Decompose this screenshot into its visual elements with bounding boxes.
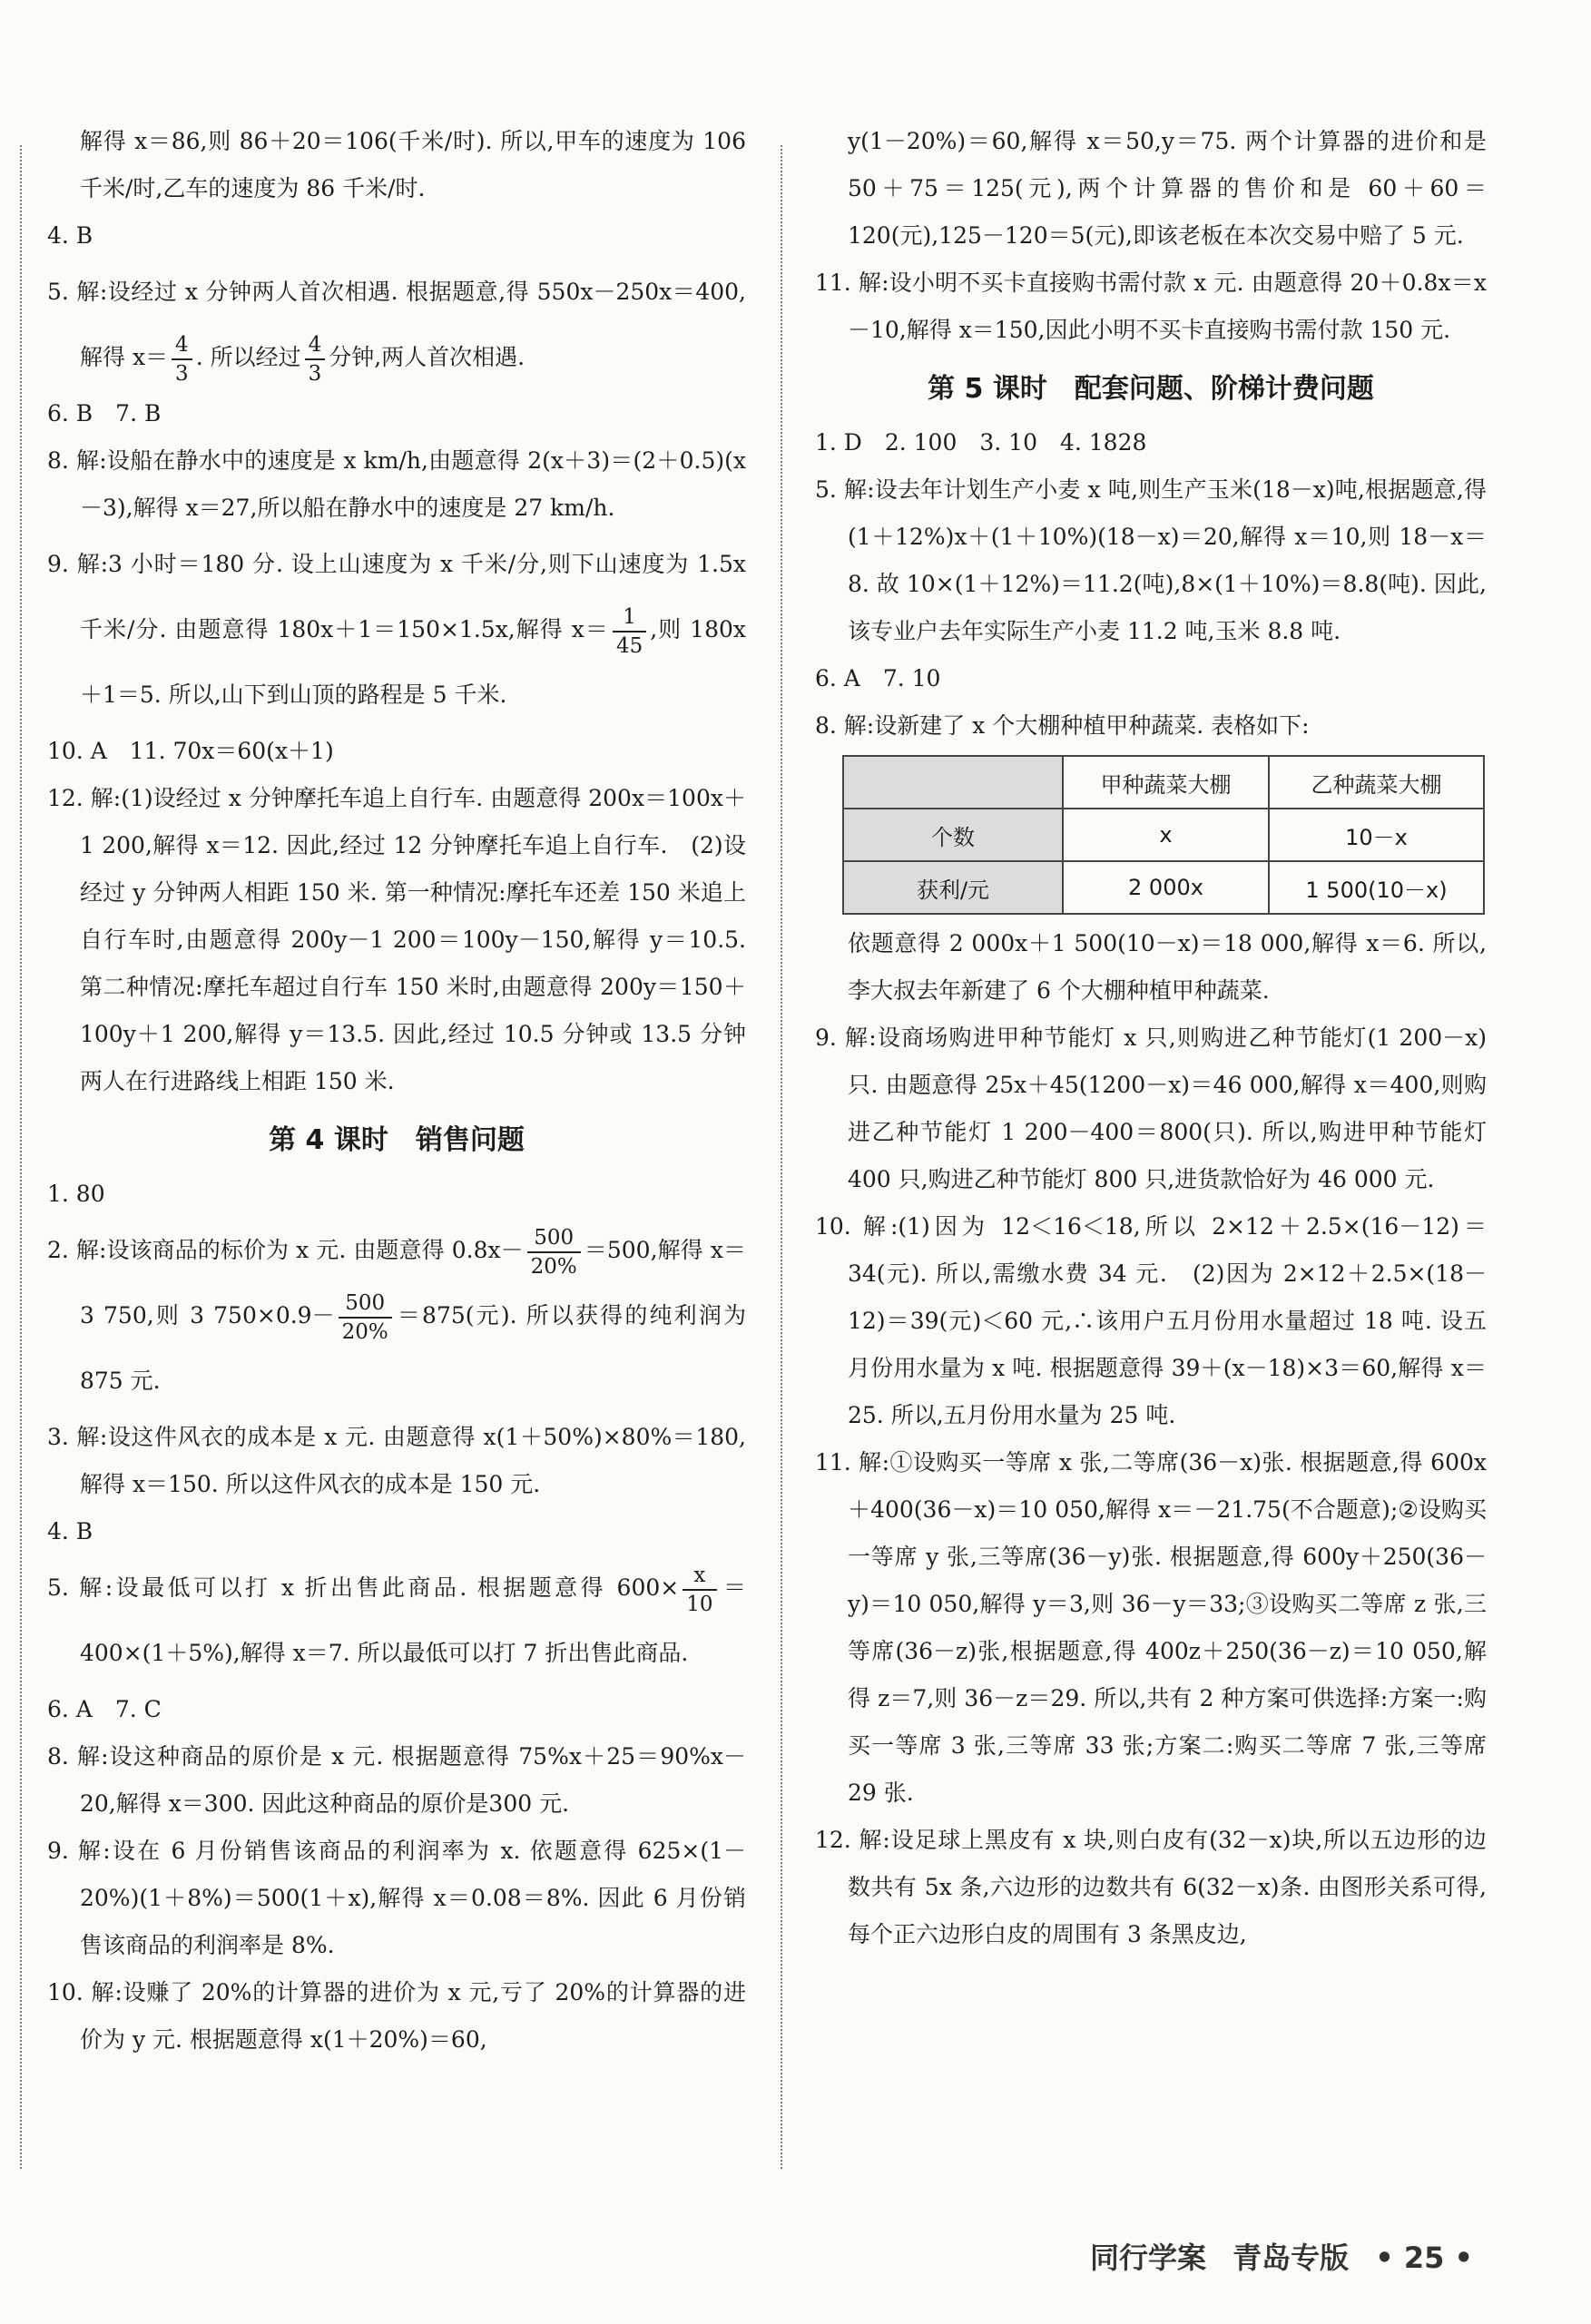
fraction: $\frac{4}{3}$ xyxy=(305,331,326,387)
left-margin-rule xyxy=(20,145,22,2169)
left-column xyxy=(47,118,746,2064)
matching-answer-8: 8. 解:设新建了 x 个大棚种植甲种蔬菜. 表格如下: xyxy=(815,712,1310,739)
fraction: $\frac{500}{20\%}$ xyxy=(527,1224,581,1280)
matching-answers-1-4: 1. D 2. 100 3. 10 4. 1828 xyxy=(815,429,1147,456)
answer-9: 9. 解:3 小时＝180 分. 设上山速度为 x 千米/分,则下山速度为 1.5x 千米/分. 由题意得 180x＋1＝150×1.5x,解得 x＝ $\frac{1}{45}$ ,则 180x＋1＝5. 所以,山下到山顶的路程是 5 千米. xyxy=(47,551,746,708)
sales-answer-1: 1. 80 xyxy=(47,1181,105,1207)
answer-continuation: 解得 x＝86,则 86＋20＝106(千米/时). 所以,甲车的速度为 106 千米/时,乙车的速度为 86 千米/时. xyxy=(80,128,746,201)
fraction: $\frac{500}{20\%}$ xyxy=(339,1289,392,1346)
table-cell: 2 000x xyxy=(1063,861,1269,914)
sales-answer-4: 4. B xyxy=(47,1518,93,1544)
matching-answer-11: 11. 解:①设购买一等席 x 张,二等席(36－x)张. 根据题意,得 600x＋400(36－x)＝10 050,解得 x＝－21.75(不合题意);②设购买一等席 y 张,三等席(36－y)张. 根据题意,得 600y＋250(36－y)＝10 050,解得 y＝3,则 36－y＝33;③设购买二等席 z 张,三等席(36－z)张,根据题意,得 400z＋250(36－z)＝10 050,解得 z＝7,则 36－z＝29. 所以,共有 2 种方案可供选择:方案一:购买一等席 3 张,三等席 33 张;方案二:购买二等席 7 张,三等席 29 张. xyxy=(815,1449,1487,1806)
matching-answer-9: 9. 解:设商场购进甲种节能灯 x 只,则购进乙种节能灯(1 200－x)只. 由题意得 25x＋45(1200－x)＝46 000,解得 x＝400,则购进乙种节能灯 1 200－400＝800(只). 所以,购进甲种节能灯 400 只,购进乙种节能灯 800 只,进货款恰好为 46 000 元. xyxy=(815,1025,1487,1192)
answer-4: 4. B xyxy=(47,222,93,249)
table-cell: 1 500(10－x) xyxy=(1269,861,1484,914)
fraction: $\frac{x}{10}$ xyxy=(683,1562,716,1618)
matching-answer-10: 10. 解:(1)因为 12＜16＜18,所以 2×12＋2.5×(16－12)＝34(元). 所以,需缴水费 34 元. (2)因为 2×12＋2.5×(18－12)＝39(元)＜60 元,∴该用户五月份用水量超过 18 吨. 设五月份用水量为 x 吨. 根据题意得 39＋(x－18)×3＝60,解得 x＝25. 所以,五月份用水量为 25 吨. xyxy=(815,1213,1487,1428)
sales-answer-10-continued: y(1－20%)＝60,解得 x＝50,y＝75. 两个计算器的进价和是 50＋75＝125(元),两个计算器的售价和是 60＋60＝120(元),125－120＝5(元),即该老板在本次交易中赔了 5 元. xyxy=(848,128,1487,249)
table-cell: 乙种蔬菜大棚 xyxy=(1269,756,1484,809)
footer-brand: 同行学案 xyxy=(1089,2241,1206,2275)
sales-answer-11: 11. 解:设小明不买卡直接购书需付款 x 元. 由题意得 20＋0.8x＝x－10,解得 x＝150,因此小明不买卡直接购书需付款 150 元. xyxy=(815,270,1487,343)
matching-answer-6-7: 6. A 7. 10 xyxy=(815,665,941,691)
right-column xyxy=(815,118,1487,1958)
column-divider xyxy=(781,145,782,2169)
table-cell: x xyxy=(1063,809,1269,861)
page-footer xyxy=(1074,2235,1473,2277)
lesson-5-title: 第 5 课时 配套问题、阶梯计费问题 xyxy=(928,373,1374,405)
answer-12: 12. 解:(1)设经过 x 分钟摩托车追上自行车. 由题意得 200x＝100x＋1 200,解得 x＝12. 因此,经过 12 分钟摩托车追上自行车. (2)设经过 y 分钟两人相距 150 米. 第一种情况:摩托车还差 150 米追上自行车时,由题意得 200y－1 200＝100y－150,解得 y＝10.5. 第二种情况:摩托车超过自行车 150 米时,由题意得 200y＝150＋100y＋1 200,解得 y＝13.5. 因此,经过 10.5 分钟或 13.5 分钟两人在行进路线上相距 150 米. xyxy=(47,785,746,1094)
sales-answer-6-7: 6. A 7. C xyxy=(47,1696,162,1722)
fraction: $\frac{4}{3}$ xyxy=(172,331,192,387)
sales-answer-8: 8. 解:设这种商品的原价是 x 元. 根据题意得 75%x＋25＝90%x－20,解得 x＝300. 因此这种商品的原价是300 元. xyxy=(47,1743,746,1817)
answer-8: 8. 解:设船在静水中的速度是 x km/h,由题意得 2(x＋3)＝(2＋0.5)(x－3),解得 x＝27,所以船在静水中的速度是 27 km/h. xyxy=(47,447,746,521)
sales-answer-2: 2. 解:设该商品的标价为 x 元. 由题意得 0.8x－ $\frac{500}{20\%}$ ＝500,解得 x＝3 750,则 3 750×0.9－ $\frac{500}{20\%}$ ＝875(元). 所以获得的纯利润为 875 元. xyxy=(47,1225,747,1394)
sales-answer-3: 3. 解:设这件风衣的成本是 x 元. 由题意得 x(1＋50%)×80%＝180,解得 x＝150. 所以这件风衣的成本是 150 元. xyxy=(47,1424,746,1497)
answer-6-7: 6. B 7. B xyxy=(47,400,162,427)
table-cell: 个数 xyxy=(843,809,1063,861)
table-cell: 甲种蔬菜大棚 xyxy=(1063,756,1269,809)
table-cell: 10－x xyxy=(1269,809,1484,861)
table-row xyxy=(843,861,1484,914)
matching-answer-5: 5. 解:设去年计划生产小麦 x 吨,则生产玉米(18－x)吨,根据题意,得(1＋12%)x＋(1＋10%)(18－x)＝20,解得 x＝10,则 18－x＝8. 故 10×(1＋12%)＝11.2(吨),8×(1＋10%)＝8.8(吨). 因此,该专业户去年实际生产小麦 11.2 吨,玉米 8.8 吨. xyxy=(815,476,1487,644)
fraction: $\frac{1}{45}$ xyxy=(613,603,646,660)
sales-answer-9: 9. 解:设在 6 月份销售该商品的利润率为 x. 依题意得 625×(1－20%)(1＋8%)＝500(1＋x),解得 x＝0.08＝8%. 因此 6 月份销售该商品的利润率是 8%. xyxy=(47,1838,746,1958)
table-row xyxy=(843,809,1484,861)
table-header-row xyxy=(843,756,1484,809)
lesson-4-title: 第 4 课时 销售问题 xyxy=(269,1124,525,1156)
matching-answer-8-continued: 依题意得 2 000x＋1 500(10－x)＝18 000,解得 x＝6. 所以,李大叔去年新建了 6 个大棚种植甲种蔬菜. xyxy=(848,930,1487,1004)
sales-answer-5: 5. 解:设最低可以打 x 折出售此商品. 根据题意得 600× $\frac{x}{10}$ ＝400×(1＋5%),解得 x＝7. 所以最低可以打 7 折出售此商品. xyxy=(47,1563,746,1666)
sales-answer-10: 10. 解:设赚了 20%的计算器的进价为 x 元,亏了 20%的计算器的进价为 y 元. 根据题意得 x(1＋20%)＝60, xyxy=(47,1979,746,2053)
answer-5: 5. 解:设经过 x 分钟两人首次相遇. 根据题意,得 550x－250x＝400,解得 x＝ $\frac{4}{3}$ . 所以经过 $\frac{4}{3}$ 分钟,两人首次相遇. xyxy=(47,279,746,386)
answer-10-11: 10. A 11. 70x＝60(x＋1) xyxy=(47,738,334,764)
page-number: • 25 • xyxy=(1375,2241,1473,2275)
vegetable-table xyxy=(842,755,1485,915)
footer-edition: 青岛专版 xyxy=(1233,2241,1350,2275)
table-cell xyxy=(843,756,1063,809)
matching-answer-12: 12. 解:设足球上黑皮有 x 块,则白皮有(32－x)块,所以五边形的边数共有 5x 条,六边形的边数共有 6(32－x)条. 由图形关系可得,每个正六边形白皮的周围有 3 条黑皮边, xyxy=(815,1827,1487,1947)
table-cell: 获利/元 xyxy=(843,861,1063,914)
